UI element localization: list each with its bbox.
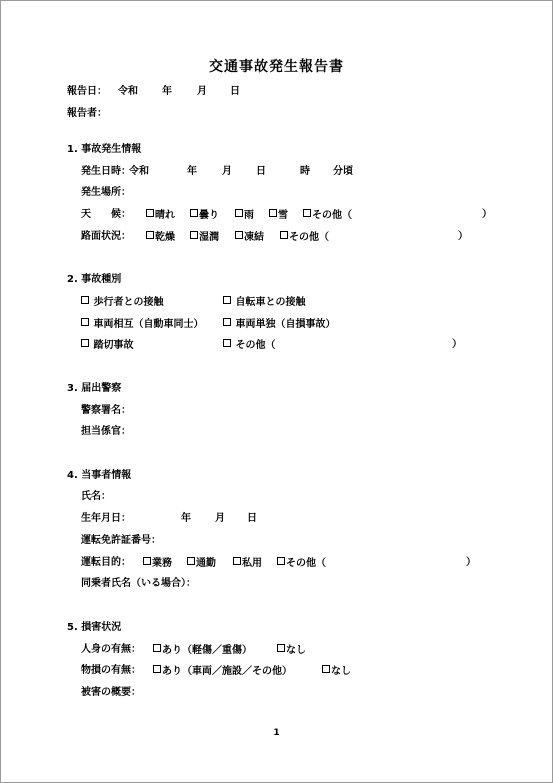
birth-month: 月 <box>215 513 225 524</box>
weather-option-rain[interactable]: 雨 <box>235 209 254 222</box>
checkbox-icon <box>223 296 231 304</box>
checkbox-icon <box>81 318 89 326</box>
checkbox-icon <box>280 231 288 239</box>
report-date-day: 日 <box>230 86 240 97</box>
occurrence-day: 日 <box>256 166 266 177</box>
checkbox-icon <box>303 209 311 217</box>
checkbox-icon <box>143 557 151 565</box>
checkbox-icon <box>81 339 89 347</box>
accident-type-railroad[interactable]: 踏切事故 <box>81 339 133 352</box>
weather-option-sunny[interactable]: 晴れ <box>146 209 175 222</box>
checkbox-icon <box>277 644 285 652</box>
passenger-names-label: 同乗者氏名（いる場合）： <box>81 578 196 589</box>
injury-option-no[interactable]: なし <box>277 644 306 657</box>
reporter-label: 報告者： <box>67 108 107 119</box>
checkbox-icon <box>81 296 89 304</box>
road-condition-label: 路面状況： <box>81 231 131 242</box>
weather-option-other[interactable]: その他（ <box>303 209 352 222</box>
accident-type-vehicle-single[interactable]: 車両単独（自損事故） <box>223 318 335 331</box>
checkbox-icon <box>190 209 198 217</box>
checkbox-icon <box>322 665 330 673</box>
section1-heading: 1. 事故発生情報 <box>67 144 142 155</box>
accident-type-other-close: ） <box>452 339 462 350</box>
birthdate-label: 生年月日： <box>81 513 131 524</box>
report-date-era: 令和 <box>118 86 138 97</box>
report-date-label: 報告日： <box>67 86 107 97</box>
accident-type-other[interactable]: その他（ <box>223 339 275 352</box>
accident-type-vehicle-mutual[interactable]: 車両相互（自動車同士） <box>81 318 203 331</box>
weather-option-cloudy[interactable]: 曇り <box>190 209 219 222</box>
occurrence-month: 月 <box>222 166 232 177</box>
occurrence-hour: 時 <box>300 166 310 177</box>
checkbox-icon <box>269 209 277 217</box>
officer-label: 担当係官： <box>81 426 131 437</box>
checkbox-icon <box>277 557 285 565</box>
section5-heading: 5. 損害状況 <box>67 622 122 633</box>
purpose-other-close: ） <box>466 557 476 568</box>
injury-option-yes[interactable]: あり（軽傷／重傷） <box>153 644 252 657</box>
checkbox-icon <box>235 209 243 217</box>
purpose-option-business[interactable]: 業務 <box>143 557 172 570</box>
section4-heading: 4. 当事者情報 <box>67 470 132 481</box>
road-option-dry[interactable]: 乾燥 <box>146 231 175 244</box>
birth-year: 年 <box>181 513 191 524</box>
report-date-year: 年 <box>162 86 172 97</box>
driving-purpose-label: 運転目的： <box>81 557 131 568</box>
document-title: 交通事故発生報告書 <box>209 59 344 75</box>
page-number: 1 <box>273 728 280 738</box>
road-option-wet[interactable]: 湿潤 <box>190 231 219 244</box>
checkbox-icon <box>190 231 198 239</box>
checkbox-icon <box>153 665 161 673</box>
occurrence-place-label: 発生場所： <box>81 187 131 198</box>
birth-day: 日 <box>247 513 257 524</box>
checkbox-icon <box>187 557 195 565</box>
weather-label: 天 候： <box>81 209 131 220</box>
license-number-label: 運転免許証番号： <box>81 535 161 546</box>
checkbox-icon <box>153 644 161 652</box>
accident-type-pedestrian[interactable]: 歩行者との接触 <box>81 296 163 309</box>
damage-summary-label: 被害の概要： <box>81 687 141 698</box>
purpose-option-private[interactable]: 私用 <box>233 557 262 570</box>
road-option-frozen[interactable]: 凍結 <box>235 231 264 244</box>
report-date-month: 月 <box>197 86 207 97</box>
accident-type-bicycle[interactable]: 自転車との接触 <box>223 296 305 309</box>
road-option-other[interactable]: その他（ <box>280 231 329 244</box>
road-other-close: ） <box>458 231 468 242</box>
section3-heading: 3. 届出警察 <box>67 383 122 394</box>
occurrence-datetime-label: 発生日時： <box>81 166 131 177</box>
police-station-label: 警察署名： <box>81 405 131 416</box>
occurrence-year: 年 <box>187 166 197 177</box>
checkbox-icon <box>223 339 231 347</box>
party-name-label: 氏名： <box>81 491 111 502</box>
weather-other-close: ） <box>482 209 492 220</box>
purpose-option-other[interactable]: その他（ <box>277 557 326 570</box>
property-damage-label: 物損の有無： <box>81 665 141 676</box>
property-option-yes[interactable]: あり（車両／施設／その他） <box>153 665 292 678</box>
occurrence-minute: 分頃 <box>333 166 353 177</box>
purpose-option-commute[interactable]: 通勤 <box>187 557 216 570</box>
injury-label: 人身の有無： <box>81 644 141 655</box>
checkbox-icon <box>146 231 154 239</box>
section2-heading: 2. 事故種別 <box>67 274 122 285</box>
occurrence-era: 令和 <box>129 166 149 177</box>
checkbox-icon <box>146 209 154 217</box>
weather-option-snow[interactable]: 雪 <box>269 209 288 222</box>
property-option-no[interactable]: なし <box>322 665 351 678</box>
checkbox-icon <box>223 318 231 326</box>
checkbox-icon <box>235 231 243 239</box>
checkbox-icon <box>233 557 241 565</box>
